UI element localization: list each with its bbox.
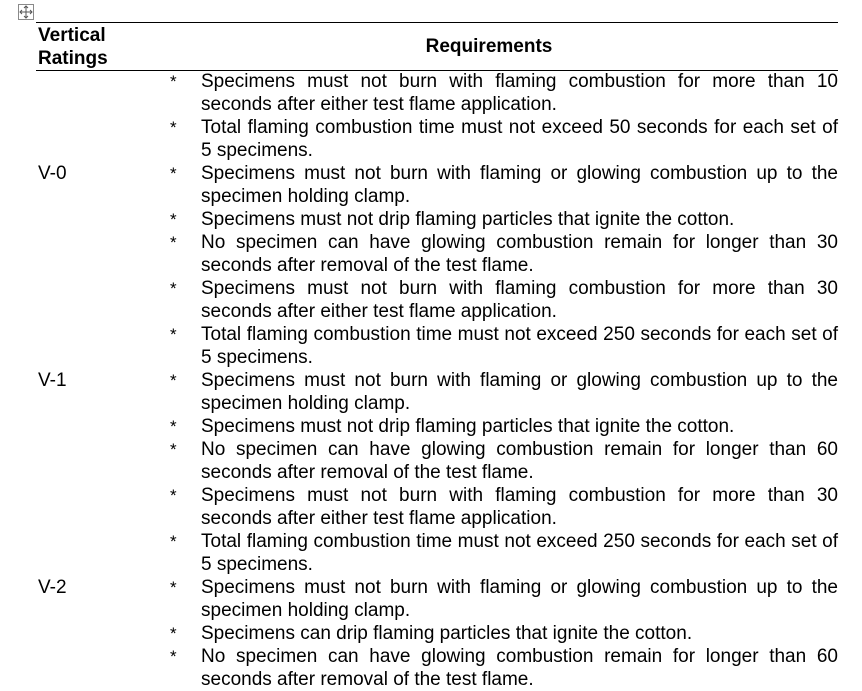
bullet-marker: * [170, 371, 177, 390]
requirements-table-body [0, 70, 862, 691]
bullet-marker: * [170, 486, 177, 505]
bullet-marker: * [170, 532, 177, 551]
table-row [0, 415, 862, 438]
table-row [0, 277, 862, 323]
table-move-handle-icon[interactable] [18, 4, 34, 20]
table-row [0, 530, 862, 576]
requirement-text: Specimens can drip flaming particles that ignite the cotton. [201, 623, 693, 644]
bullet-marker: * [170, 325, 177, 344]
table-row [0, 576, 862, 622]
header-requirements: Requirements [425, 36, 553, 57]
requirement-text: Specimens must not burn with flaming or glowing combustion up to the specimen holding clamp. [201, 370, 838, 414]
bullet-marker: * [170, 233, 177, 252]
table-row [0, 231, 862, 277]
bullet-marker: * [170, 647, 177, 666]
table-top-border [36, 22, 838, 23]
table-row [0, 208, 862, 231]
table-row [0, 369, 862, 415]
requirement-text: Total flaming combustion time must not exceed 250 seconds for each set of 5 specimens. [201, 324, 838, 368]
table-row [0, 116, 862, 162]
bullet-marker: * [170, 118, 177, 137]
bullet-marker: * [170, 578, 177, 597]
bullet-marker: * [170, 417, 177, 436]
rating-label-v2: V-2 [38, 577, 67, 598]
requirement-text: Total flaming combustion time must not exceed 250 seconds for each set of 5 specimens. [201, 531, 838, 575]
requirement-text: Specimens must not drip flaming particles that ignite the cotton. [201, 416, 735, 437]
requirement-text: Total flaming combustion time must not exceed 50 seconds for each set of 5 specimens. [201, 117, 838, 161]
requirement-text: No specimen can have glowing combustion remain for longer than 30 seconds after removal of the test flame. [201, 232, 838, 276]
table-row [0, 622, 862, 645]
requirement-text: No specimen can have glowing combustion remain for longer than 60 seconds after removal of the test flame. [201, 646, 838, 690]
table-row [0, 323, 862, 369]
header-rating-line1: Vertical [38, 25, 106, 46]
requirement-text: Specimens must not burn with flaming combustion for more than 30 seconds after either test flame application. [201, 485, 838, 529]
requirement-text: No specimen can have glowing combustion remain for longer than 60 seconds after removal of the test flame. [201, 439, 838, 483]
table-row [0, 438, 862, 484]
table-row [0, 484, 862, 530]
requirement-text: Specimens must not drip flaming particles that ignite the cotton. [201, 209, 735, 230]
table-row [0, 70, 862, 116]
bullet-marker: * [170, 440, 177, 459]
requirement-text: Specimens must not burn with flaming combustion for more than 10 seconds after either test flame application. [201, 71, 838, 115]
rating-label-v0: V-0 [38, 163, 67, 184]
bullet-marker: * [170, 279, 177, 298]
bullet-marker: * [170, 72, 177, 91]
requirement-text: Specimens must not burn with flaming or glowing combustion up to the specimen holding clamp. [201, 577, 838, 621]
bullet-marker: * [170, 164, 177, 183]
bullet-marker: * [170, 624, 177, 643]
rating-label-v1: V-1 [38, 370, 67, 391]
table-row [0, 162, 862, 208]
table-row [0, 645, 862, 691]
header-rating-line2: Ratings [38, 48, 108, 69]
requirement-text: Specimens must not burn with flaming combustion for more than 30 seconds after either test flame application. [201, 278, 838, 322]
bullet-marker: * [170, 210, 177, 229]
requirement-text: Specimens must not burn with flaming or glowing combustion up to the specimen holding clamp. [201, 163, 838, 207]
